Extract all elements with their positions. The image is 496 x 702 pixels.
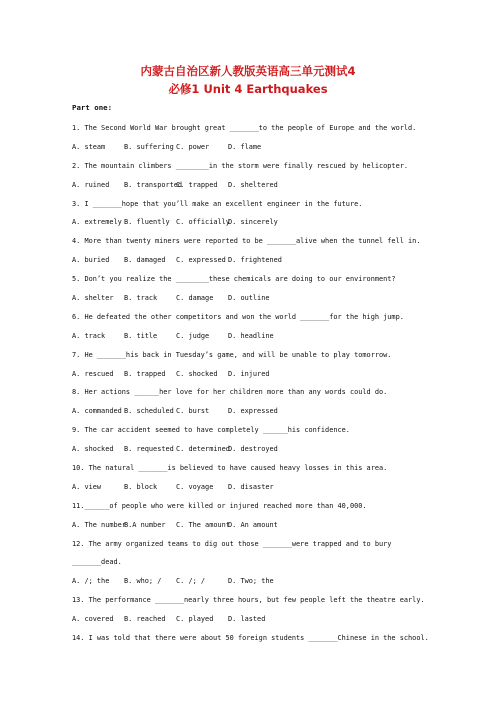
question-stem: 13. The performance _______nearly three hours, but few people left the theatre early.	[72, 596, 425, 605]
question-stem: 6. He defeated the other competitors and won the world _______for the high jump.	[72, 312, 404, 321]
answer-option: A. steam	[72, 142, 106, 151]
question-list	[72, 122, 432, 651]
answer-option: A. ruined	[72, 180, 110, 189]
question-stem: 7. He _______his back in Tuesday’s game, and will be unable to play tomorrow.	[72, 350, 392, 359]
answer-option: C. judge	[176, 331, 210, 340]
options-row	[72, 443, 432, 462]
answer-option: D. destroyed	[228, 445, 278, 454]
answer-option: A. shelter	[72, 294, 114, 303]
options-row	[72, 613, 432, 632]
question-stem: 1. The Second World War brought great _______to the people of Europe and the world.	[72, 124, 417, 132]
answer-option: C. determined	[176, 445, 230, 454]
options-row	[72, 368, 432, 387]
answer-option: A. rescued	[72, 369, 114, 378]
answer-option: D. frightened	[228, 256, 282, 265]
options-row	[72, 519, 432, 538]
answer-option: C. power	[176, 142, 210, 151]
answer-option: B. fluently	[124, 218, 170, 227]
answer-option: B. scheduled	[124, 407, 174, 416]
answer-option: A. The number	[72, 520, 126, 529]
part-label: Part one:	[72, 103, 113, 112]
answer-option: A. shocked	[72, 445, 114, 454]
question-stem: 12. The army organized teams to dig out those _______were trapped and to bury	[72, 539, 392, 548]
answer-option: C. burst	[176, 407, 210, 416]
options-row	[72, 292, 432, 311]
answer-option: A. covered	[72, 615, 114, 624]
answer-option: D. disaster	[228, 482, 274, 491]
answer-option: B.A number	[124, 520, 166, 529]
question-stem: 2. The mountain climbers ________in the storm were finally rescued by helicopter.	[72, 161, 409, 170]
question-stem: 8. Her actions ______her love for her children more than any words could do.	[72, 388, 388, 397]
answer-option: B. who; /	[124, 577, 162, 586]
answer-option: C. officially	[176, 218, 230, 227]
answer-option: A. buried	[72, 256, 110, 265]
answer-option: B. damaged	[124, 256, 166, 265]
question-stem: 10. The natural _______is believed to have caused heavy losses in this area.	[72, 464, 388, 473]
document-subtitle: 必修1 Unit 4 Earthquakes	[168, 82, 328, 96]
answer-option: D. expressed	[228, 407, 278, 416]
answer-option: C. damage	[176, 294, 214, 303]
answer-option: B. transported	[124, 180, 183, 189]
answer-option: C. trapped	[176, 180, 218, 189]
answer-option: B. track	[124, 294, 158, 303]
options-row	[72, 481, 432, 500]
answer-option: D. flame	[228, 142, 262, 151]
answer-option: C. shocked	[176, 369, 218, 378]
question-stem: 9. The car accident seemed to have completely ______his confidence.	[72, 426, 350, 435]
answer-option: D. An amount	[228, 520, 278, 529]
question-stem: 3. I _______hope that you’ll make an excellent engineer in the future.	[72, 199, 363, 208]
question-stem: 11.______of people who were killed or injured reached more than 40,000.	[72, 501, 367, 510]
answer-option: D. injured	[228, 369, 270, 378]
options-row	[72, 179, 432, 198]
answer-option: C. played	[176, 615, 214, 624]
answer-option: D. headline	[228, 331, 274, 340]
options-row	[72, 216, 432, 235]
answer-option: B. reached	[124, 615, 166, 624]
answer-option: B. trapped	[124, 369, 166, 378]
answer-option: D. Two; the	[228, 577, 274, 586]
options-row	[72, 254, 432, 273]
question-stem: 4. More than twenty miners were reported to be _______alive when the tunnel fell in.	[72, 237, 421, 246]
answer-option: A. track	[72, 331, 106, 340]
answer-option: A. extremely	[72, 218, 122, 227]
answer-option: B. requested	[124, 445, 174, 454]
answer-option: D. outline	[228, 294, 270, 303]
answer-option: B. suffering	[124, 142, 174, 151]
document-title: 内蒙古自治区新人教版英语高三单元测试4	[140, 64, 356, 78]
answer-option: D. sincerely	[228, 218, 278, 227]
question-stem: 14. I was told that there were about 50 foreign students _______Chinese in the school.	[72, 634, 429, 643]
answer-option: C. The amount	[176, 520, 230, 529]
options-row	[72, 575, 432, 594]
answer-option: D. sheltered	[228, 180, 278, 189]
answer-option: A. /; the	[72, 577, 110, 586]
answer-option: D. lasted	[228, 615, 266, 624]
answer-option: B. title	[124, 331, 158, 340]
answer-option: A. view	[72, 482, 102, 491]
options-row	[72, 141, 432, 160]
options-row	[72, 405, 432, 424]
question-stem: 5. Don’t you realize the ________these chemicals are doing to our environment?	[72, 275, 396, 284]
options-row	[72, 330, 432, 349]
answer-option: A. commanded	[72, 407, 122, 416]
answer-option: C. expressed	[176, 256, 226, 265]
question-stem-continued: _______dead.	[72, 558, 122, 567]
answer-option: C. voyage	[176, 482, 214, 491]
answer-option: C. /; /	[176, 577, 206, 586]
answer-option: B. block	[124, 482, 158, 491]
